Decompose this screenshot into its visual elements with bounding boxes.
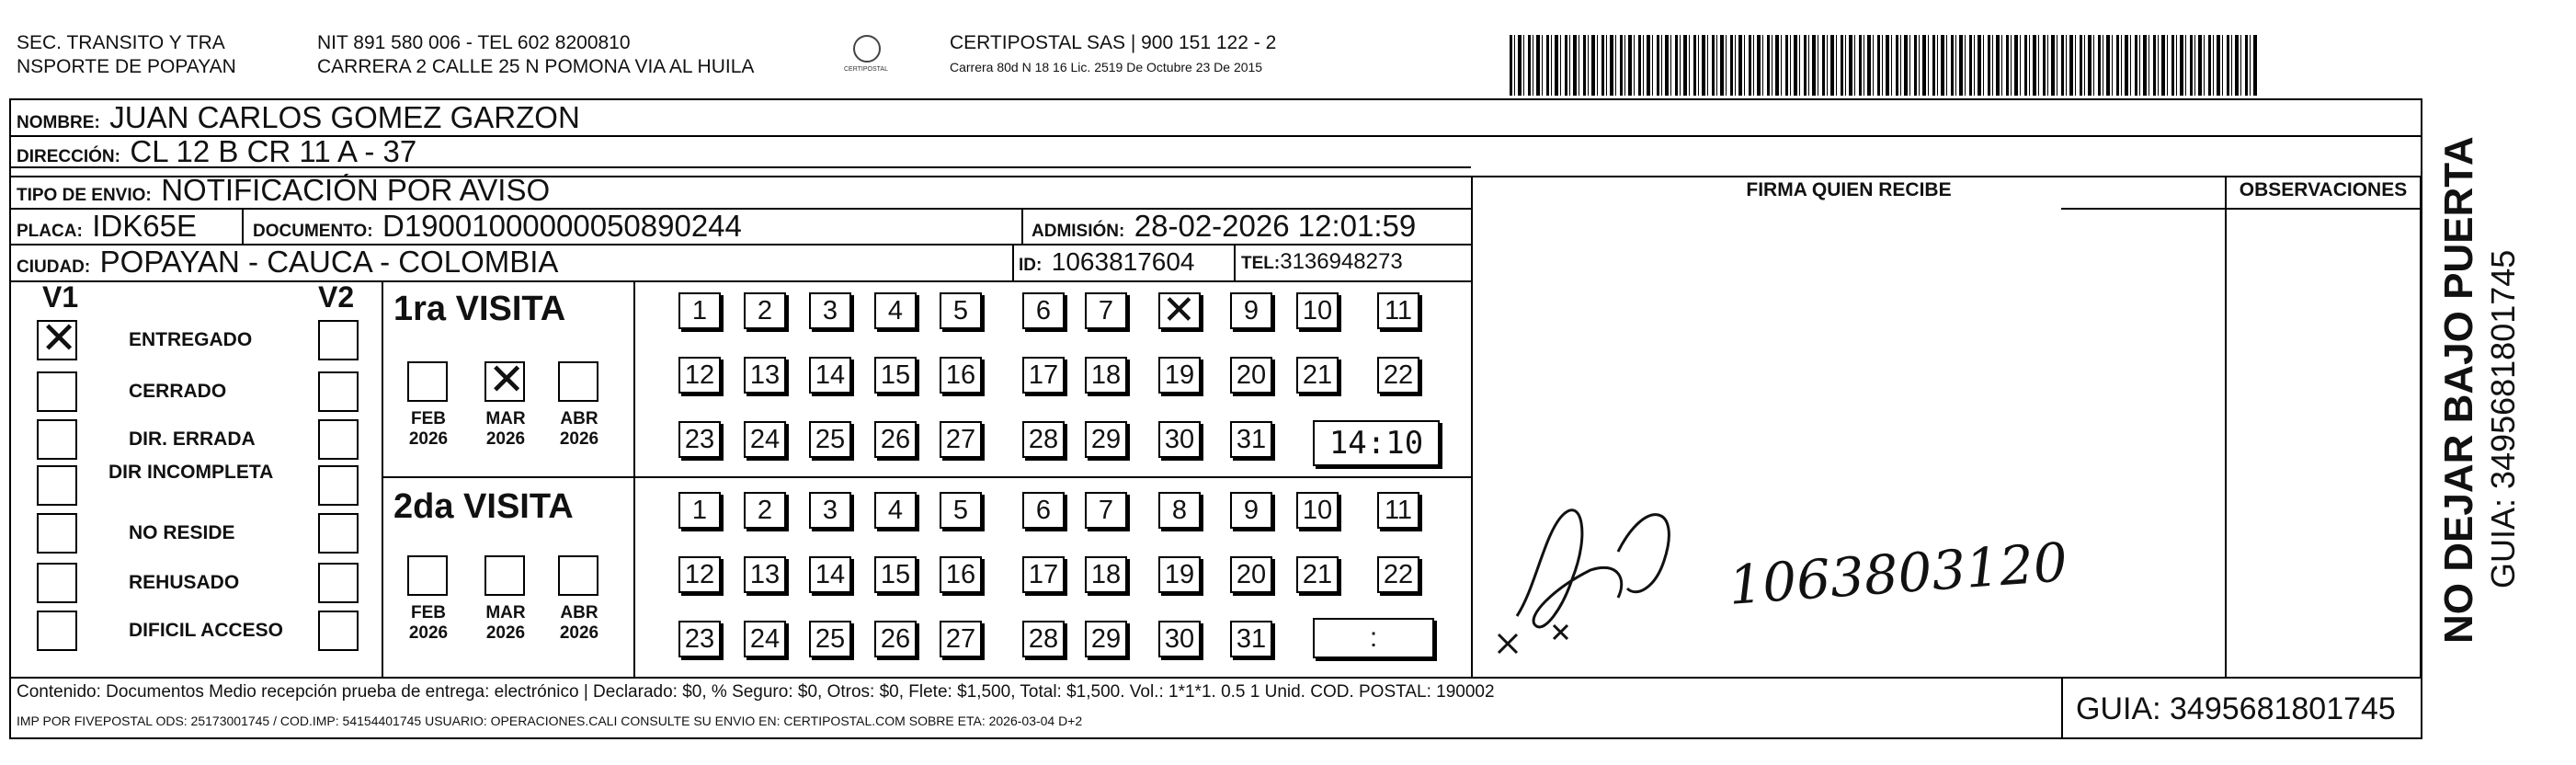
- day-box[interactable]: 13: [744, 357, 786, 394]
- day-box[interactable]: 2: [744, 292, 786, 329]
- rule: [2225, 176, 2227, 677]
- day-box[interactable]: 22: [1377, 357, 1419, 394]
- day-box[interactable]: 25: [809, 621, 851, 657]
- rule: [2420, 176, 2422, 677]
- footer-guia: GUIA: 3495681801745: [2076, 691, 2396, 726]
- v2-checkbox[interactable]: [318, 563, 359, 603]
- v2-checkbox[interactable]: [318, 611, 359, 651]
- day-box[interactable]: 5: [940, 292, 982, 329]
- address-line: CARRERA 2 CALLE 25 N POMONA VIA AL HUILA: [317, 56, 755, 77]
- day-box[interactable]: 11: [1377, 492, 1419, 529]
- day-box[interactable]: 10: [1296, 492, 1339, 529]
- day-box[interactable]: 28: [1022, 621, 1065, 657]
- month-label: ABR 2026: [559, 603, 599, 643]
- sender-line-1: SEC. TRANSITO Y TRA: [17, 32, 225, 53]
- v2-checkbox[interactable]: [318, 371, 359, 412]
- day-box[interactable]: 25: [809, 421, 851, 458]
- rule: [1021, 208, 1023, 245]
- footer-print-info: IMP POR FIVEPOSTAL ODS: 25173001745 / COD.IMP: 54154401745 USUARIO: OPERACIONES.CALI CONSULTE SU ENVIO EN: CERTIPOSTAL.COM SOBRE ETA: 2026-03-04 D+2: [17, 714, 1083, 728]
- v1-checkbox[interactable]: [37, 419, 77, 460]
- day-box[interactable]: 4: [874, 492, 917, 529]
- day-box[interactable]: 21: [1296, 357, 1339, 394]
- day-box[interactable]: 15: [874, 357, 917, 394]
- month-label: ABR 2026: [559, 409, 599, 449]
- placa-field: [17, 211, 197, 248]
- day-box[interactable]: 3: [809, 292, 851, 329]
- month-checkbox[interactable]: [558, 361, 598, 402]
- day-box[interactable]: 18: [1085, 556, 1127, 593]
- first-visit-title: 1ra VISITA: [393, 290, 566, 328]
- observaciones-title: OBSERVACIONES: [2239, 179, 2408, 200]
- v1-checkbox[interactable]: [37, 320, 77, 360]
- status-label: DIFICIL ACCESO: [129, 620, 284, 641]
- certipostal-logo-icon: [853, 35, 881, 63]
- status-label: DIR. ERRADA: [129, 428, 256, 450]
- rule: [1012, 244, 1014, 280]
- direccion-field: [17, 136, 416, 174]
- day-box[interactable]: 12: [678, 357, 721, 394]
- v1-heading: V1: [42, 280, 79, 314]
- month-label: FEB 2026: [408, 409, 449, 449]
- day-box[interactable]: 19: [1158, 556, 1201, 593]
- day-box[interactable]: 9: [1230, 292, 1272, 329]
- day-box[interactable]: 17: [1022, 556, 1065, 593]
- rule: [1471, 176, 1473, 677]
- day-box[interactable]: 26: [874, 421, 917, 458]
- ciudad-field: [17, 246, 558, 284]
- day-box[interactable]: 4: [874, 292, 917, 329]
- day-box[interactable]: 23: [678, 421, 721, 458]
- month-checkbox[interactable]: [407, 555, 448, 596]
- tipo-envio-field: [17, 175, 550, 212]
- day-box[interactable]: 9: [1230, 492, 1272, 529]
- day-box[interactable]: 31: [1230, 421, 1272, 458]
- status-label: REHUSADO: [129, 572, 240, 593]
- v1-checkbox[interactable]: [37, 371, 77, 412]
- handwritten-number: 1063803120: [1727, 531, 2069, 617]
- day-box[interactable]: 11: [1377, 292, 1419, 329]
- v1-checkbox[interactable]: [37, 513, 77, 554]
- day-box[interactable]: 15: [874, 556, 917, 593]
- month-label: MAR 2026: [485, 409, 526, 449]
- status-label: DIR INCOMPLETA: [108, 462, 274, 483]
- second-visit-title: 2da VISITA: [393, 487, 574, 526]
- barcode: [1510, 35, 2258, 96]
- day-box[interactable]: 29: [1085, 621, 1127, 657]
- day-box[interactable]: 20: [1230, 357, 1272, 394]
- v1-checkbox[interactable]: [37, 611, 77, 651]
- ciudad-value: POPAYAN - CAUCA - COLOMBIA: [99, 245, 559, 279]
- documento-field: [253, 211, 742, 248]
- month-checkbox[interactable]: [484, 361, 525, 402]
- rule: [382, 280, 383, 677]
- day-box[interactable]: 17: [1022, 357, 1065, 394]
- admision-label: ADMISIÓN:: [1032, 222, 1125, 241]
- v1-checkbox[interactable]: [37, 465, 77, 506]
- day-box[interactable]: 6: [1022, 492, 1065, 529]
- nombre-value: JUAN CARLOS GOMEZ GARZON: [109, 100, 580, 134]
- footer-content: Contenido: Documentos Medio recepción prueba de entrega: electrónico | Declarado: $0, % Seguro: $0, Otros: $0, Flete: $1,500, Total: $1,500. Vol.: 1*1*1. 0.5 1 Unid. COD. POSTAL: 190002: [17, 682, 1495, 702]
- nombre-label: NOMBRE:: [17, 113, 100, 132]
- rule: [2061, 677, 2063, 739]
- month-checkbox[interactable]: [407, 361, 448, 402]
- day-box[interactable]: 27: [940, 421, 982, 458]
- rule: [382, 476, 1471, 478]
- documento-label: DOCUMENTO:: [253, 222, 373, 241]
- day-box[interactable]: 31: [1230, 621, 1272, 657]
- day-box[interactable]: 28: [1022, 421, 1065, 458]
- day-box[interactable]: 10: [1296, 292, 1339, 329]
- admision-field: [1032, 211, 1416, 248]
- v2-checkbox[interactable]: [318, 465, 359, 506]
- day-box[interactable]: 2: [744, 492, 786, 529]
- sender-line-2: NSPORTE DE POPAYAN: [17, 56, 236, 77]
- tel-label: TEL:: [1241, 254, 1281, 273]
- day-box[interactable]: 19: [1158, 357, 1201, 394]
- day-box[interactable]: 18: [1085, 357, 1127, 394]
- day-box[interactable]: 29: [1085, 421, 1127, 458]
- v1-checkbox[interactable]: [37, 563, 77, 603]
- nit-line: NIT 891 580 006 - TEL 602 8200810: [317, 32, 631, 53]
- placa-label: PLACA:: [17, 222, 83, 241]
- day-box[interactable]: 30: [1158, 621, 1201, 657]
- day-box[interactable]: 16: [940, 556, 982, 593]
- rule: [2061, 208, 2422, 210]
- month-checkbox[interactable]: [558, 555, 598, 596]
- direccion-value: CL 12 B CR 11 A - 37: [130, 134, 417, 168]
- logo-caption: CERTIPOSTAL: [844, 66, 888, 73]
- ciudad-label: CIUDAD:: [17, 257, 91, 277]
- day-box[interactable]: 21: [1296, 556, 1339, 593]
- v2-checkbox[interactable]: [318, 513, 359, 554]
- rule: [1234, 244, 1236, 280]
- status-label: NO RESIDE: [129, 522, 235, 543]
- day-box[interactable]: 7: [1085, 492, 1127, 529]
- firma-title: FIRMA QUIEN RECIBE: [1746, 179, 1952, 200]
- month-checkbox[interactable]: [484, 555, 525, 596]
- day-box[interactable]: 1: [678, 492, 721, 529]
- day-box[interactable]: 8: [1158, 492, 1201, 529]
- side-warning: NO DEJAR BAJO PUERTA: [2436, 136, 2481, 644]
- day-box[interactable]: 14: [809, 556, 851, 593]
- day-box[interactable]: 3: [809, 492, 851, 529]
- day-box[interactable]: 27: [940, 621, 982, 657]
- id-field: [1019, 246, 1195, 282]
- v2-checkbox[interactable]: [318, 320, 359, 360]
- day-box[interactable]: 16: [940, 357, 982, 394]
- tel-field: [1241, 246, 1403, 280]
- month-label: FEB 2026: [408, 603, 449, 643]
- placa-value: IDK65E: [92, 209, 197, 243]
- day-box[interactable]: 1: [678, 292, 721, 329]
- day-box[interactable]: 6: [1022, 292, 1065, 329]
- tipo-envio-value: NOTIFICACIÓN POR AVISO: [161, 173, 551, 207]
- courier-name: CERTIPOSTAL SAS | 900 151 122 - 2: [950, 32, 1277, 53]
- day-box[interactable]: 24: [744, 421, 786, 458]
- id-value: 1063817604: [1051, 247, 1195, 276]
- documento-value: D19001000000050890244: [382, 209, 742, 243]
- second-visit-time: :: [1313, 618, 1434, 658]
- day-box[interactable]: 12: [678, 556, 721, 593]
- side-guia: GUIA: 3495681801745: [2484, 249, 2522, 588]
- id-label: ID:: [1019, 256, 1043, 275]
- status-label: ENTREGADO: [129, 329, 253, 350]
- day-box[interactable]: 5: [940, 492, 982, 529]
- day-box[interactable]: 7: [1085, 292, 1127, 329]
- v2-checkbox[interactable]: [318, 419, 359, 460]
- day-box[interactable]: 24: [744, 621, 786, 657]
- tel-value: 3136948273: [1280, 249, 1403, 274]
- day-box[interactable]: 14: [809, 357, 851, 394]
- day-box[interactable]: 22: [1377, 556, 1419, 593]
- day-box[interactable]: 30: [1158, 421, 1201, 458]
- tipo-envio-label: TIPO DE ENVIO:: [17, 186, 152, 205]
- courier-address: Carrera 80d N 18 16 Lic. 2519 De Octubre 23 De 2015: [950, 60, 1263, 74]
- rule: [242, 208, 244, 245]
- day-box[interactable]: 20: [1230, 556, 1272, 593]
- day-box[interactable]: 13: [744, 556, 786, 593]
- admision-value: 28-02-2026 12:01:59: [1134, 209, 1417, 243]
- rule: [633, 280, 635, 677]
- day-box[interactable]: 26: [874, 621, 917, 657]
- day-box[interactable]: [1158, 292, 1201, 329]
- direccion-label: DIRECCIÓN:: [17, 147, 120, 166]
- month-label: MAR 2026: [485, 603, 526, 643]
- v2-heading: V2: [318, 280, 355, 314]
- day-box[interactable]: 23: [678, 621, 721, 657]
- first-visit-time: 14:10: [1313, 420, 1440, 466]
- status-label: CERRADO: [129, 381, 227, 402]
